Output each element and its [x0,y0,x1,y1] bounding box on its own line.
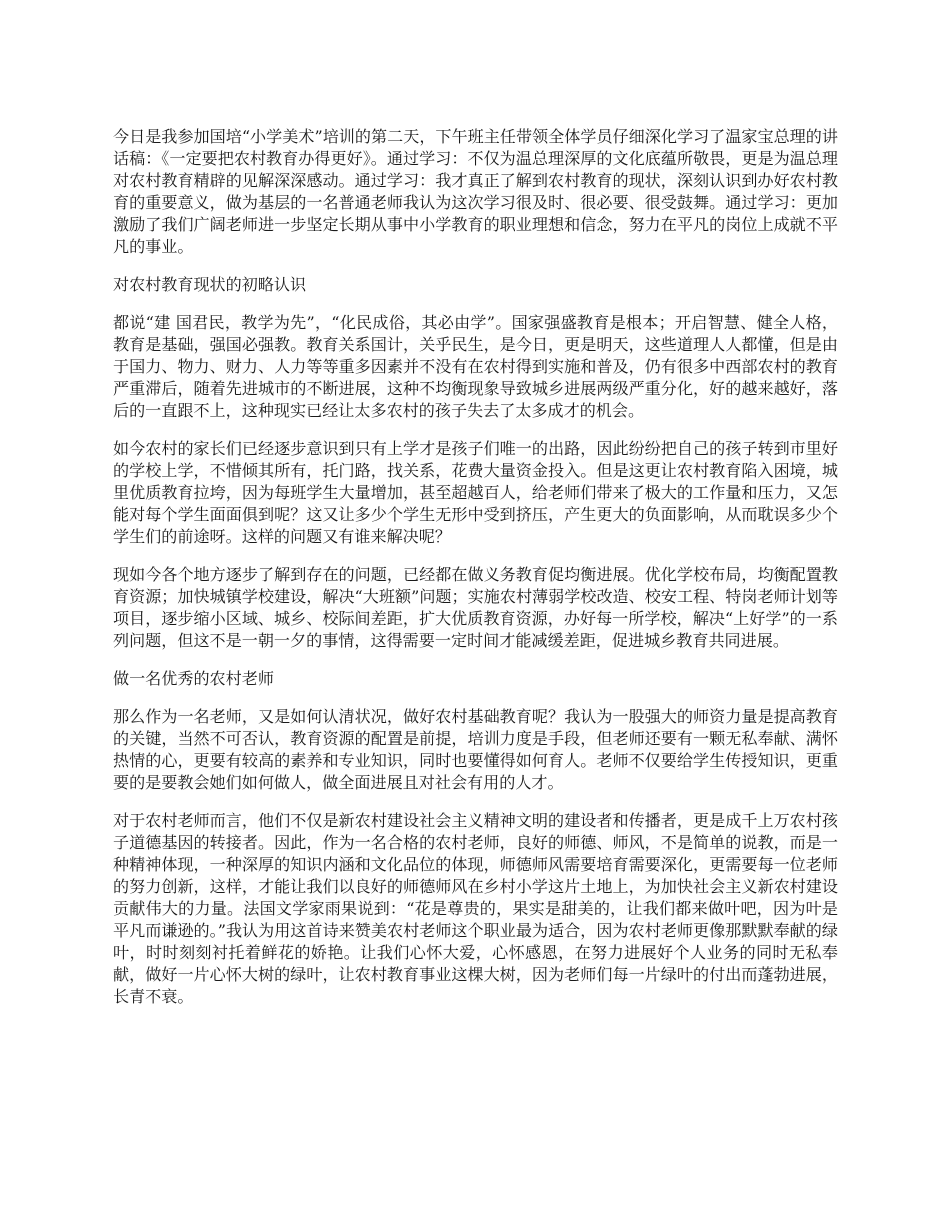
section-heading-excellent-teacher: 做一名优秀的农村老师 [113,669,274,688]
paragraph-balanced-development: 现如今各个地方逐步了解到存在的问题，已经都在做义务教育促均衡进展。优化学校布局，均衡配置教育资源；加快城镇学校建设，解决“大班额”问题；实施农村薄弱学校改造、校安工程、特岗老师计划等项目，逐步缩小区域、城乡、校际间差距，扩大优质教育资源，办好每一所学校，解决“上好学”的一系列问题，但这不是一朝一夕的事情，这得需要一定时间才能减缓差距，促进城乡教育共同进展。 [113,565,838,650]
paragraph-intro: 今日是我参加国培“小学美术”培训的第二天，下午班主任带领全体学员仔细深化学习了温家宝总理的讲话稿：《一定要把农村教育办得更好》。通过学习：不仅为温总理深厚的文化底蕴所敬畏，更是为温总理对农村教育精辟的见解深深感动。通过学习：我才真正了解到农村教育的现状，深刻认识到办好农村教育的重要意义，做为基层的一名普通老师我认为这次学习很及时、很必要、很受鼓舞。通过学习：更加激励了我们广阔老师进一步坚定长期从事中小学教育的职业理想和信念，努力在平凡的岗位上成就不平凡的事业。 [113,127,838,256]
paragraph-parents-city-schools: 如今农村的家长们已经逐步意识到只有上学才是孩子们唯一的出路，因此纷纷把自己的孩子转到市里好的学校上学，不惜倾其所有，托门路，找关系，花费大量资金投入。但是这更让农村教育陷入困境，城里优质教育拉垮，因为每班学生大量增加，甚至超越百人，给老师们带来了极大的工作量和压力，又怎能对每个学生面面俱到呢？这又让多少个学生无形中受到挤压，产生更大的负面影响，从而耽误多少个学生们的前途呀。这样的问题又有谁来解决呢？ [113,439,838,546]
section-heading-current-status: 对农村教育现状的初略认识 [113,275,307,294]
paragraph-education-importance: 都说“建 国君民，教学为先”，“化民成俗，其必由学”。国家强盛教育是根本；开启智慧、健全人格，教育是基础，强国必强教。教育关系国计，关乎民生，是今日，更是明天，这些道理人人都懂，但是由于国力、物力、财力、人力等等重多因素并不没有在农村得到实施和普及，仍有很多中西部农村的教育严重滞后，随着先进城市的不断进展，这种不均衡现象导致城乡进展两级严重分化，好的越来越好，落后的一直跟不上，这种现实已经让太多农村的孩子失去了太多成才的机会。 [113,313,838,420]
document-body [113,126,838,1024]
paragraph-teacher-ethics: 对于农村老师而言，他们不仅是新农村建设社会主义精神文明的建设者和传播者，更是成千上万农村孩子道德基因的转接者。因此，作为一名合格的农村老师，良好的师德、师风，不是简单的说教，而是一种精神体现，一种深厚的知识内涵和文化品位的体现，师德师风需要培育需要深化，更需要每一位老师的努力创新，这样，才能让我们以良好的师德师风在乡村小学这片土地上，为加快社会主义新农村建设贡献伟大的力量。法国文学家雨果说到：“花是尊贵的，果实是甜美的，让我们都来做叶吧，因为叶是平凡而谦逊的。”我认为用这首诗来赞美农村老师这个职业最为适合，因为农村老师更像那默默奉献的绿叶，时时刻刻衬托着鲜花的娇艳。让我们心怀大爱，心怀感恩，在努力进展好个人业务的同时无私奉献，做好一片心怀大树的绿叶，让农村教育事业这棵大树，因为老师们每一片绿叶的付出而蓬勃进展，长青不衰。 [113,811,838,1006]
paragraph-teacher-role: 那么作为一名老师，又是如何认清状况，做好农村基础教育呢？我认为一股强大的师资力量是提高教育的关键，当然不可否认，教育资源的配置是前提，培训力度是手段，但老师还要有一颗无私奉献、满怀热情的心，更要有较高的素养和专业知识，同时也要懂得如何育人。老师不仅要给学生传授知识，更重要的是要教会她们如何做人，做全面进展且对社会有用的人才。 [113,707,838,792]
